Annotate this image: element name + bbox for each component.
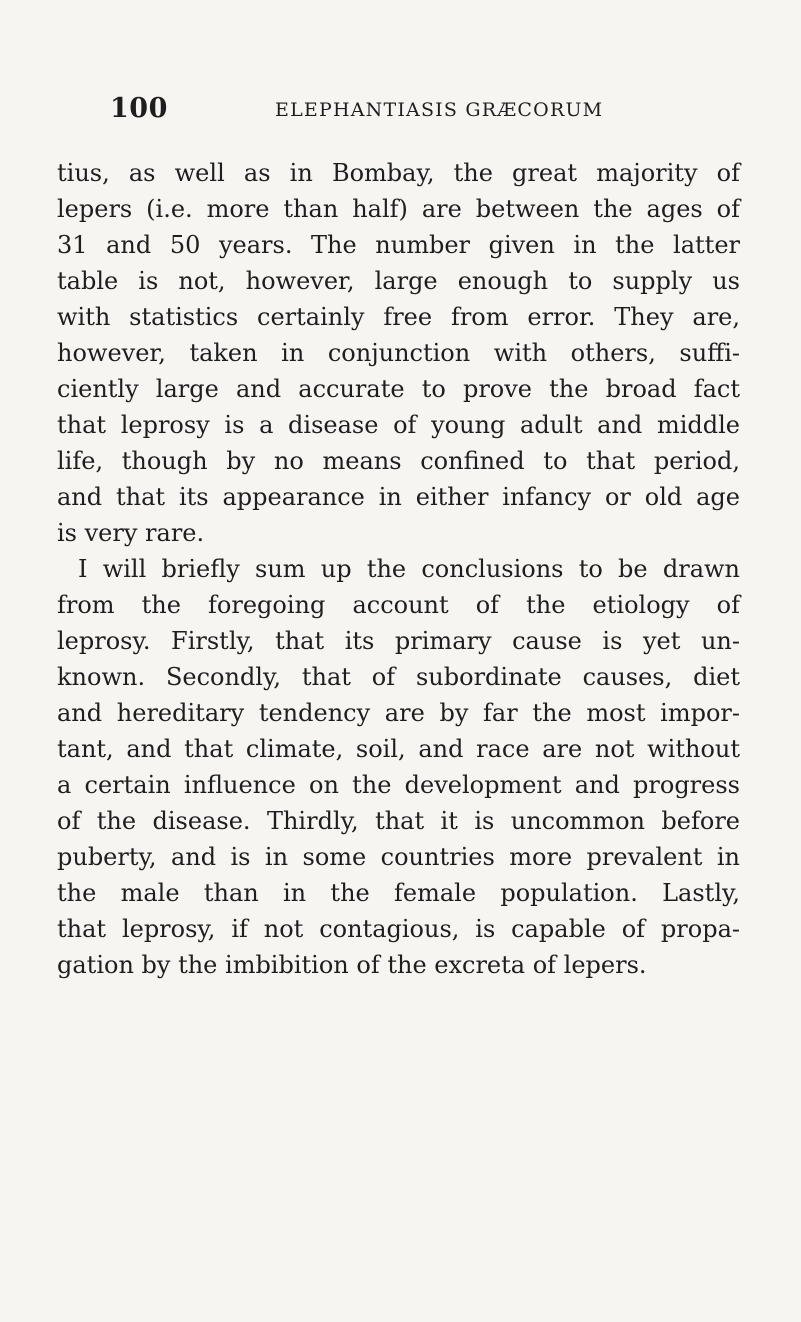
page-header (110, 93, 750, 133)
text-line: is very rare. (57, 519, 205, 547)
text-line: that leprosy, if not contagious, is capable of propa- (57, 915, 740, 943)
text-line: the male than in the female population. Lastly, (57, 879, 740, 907)
text-line: tius, as well as in Bombay, the great majority of (57, 159, 740, 187)
text-line: and that its appearance in either infancy or old age (57, 483, 740, 511)
text-line: puberty, and is in some countries more prevalent in (57, 843, 740, 871)
text-line: however, taken in conjunction with others, suffi- (57, 339, 740, 367)
text-line: gation by the imbibition of the excreta of lepers. (57, 951, 647, 979)
text-line: lepers (i.e. more than half) are between the ages of (57, 195, 740, 223)
page-number: 100 (110, 93, 168, 124)
text-line: from the foregoing account of the etiology of (57, 591, 740, 619)
text-line: ciently large and accurate to prove the broad fact (57, 375, 740, 403)
text-line: 31 and 50 years. The number given in the latter (57, 231, 740, 259)
text-line: a certain influence on the development and progress (57, 771, 740, 799)
text-line: tant, and that climate, soil, and race are not without (57, 735, 740, 763)
text-line: that leprosy is a disease of young adult and middle (57, 411, 740, 439)
running-title: ELEPHANTIASIS GRÆCORUM (275, 99, 604, 121)
text-line: known. Secondly, that of subordinate causes, diet (57, 663, 740, 691)
text-line: of the disease. Thirdly, that it is uncommon before (57, 807, 740, 835)
text-line: leprosy. Firstly, that its primary cause is yet un- (57, 627, 740, 655)
text-line: with statistics certainly free from error. They are, (57, 303, 740, 331)
paragraph-start-line: I will briefly sum up the conclusions to be drawn (78, 555, 740, 583)
text-line: table is not, however, large enough to supply us (57, 267, 740, 295)
text-line: and hereditary tendency are by far the most impor- (57, 699, 740, 727)
text-line: life, though by no means confined to that period, (57, 447, 740, 475)
